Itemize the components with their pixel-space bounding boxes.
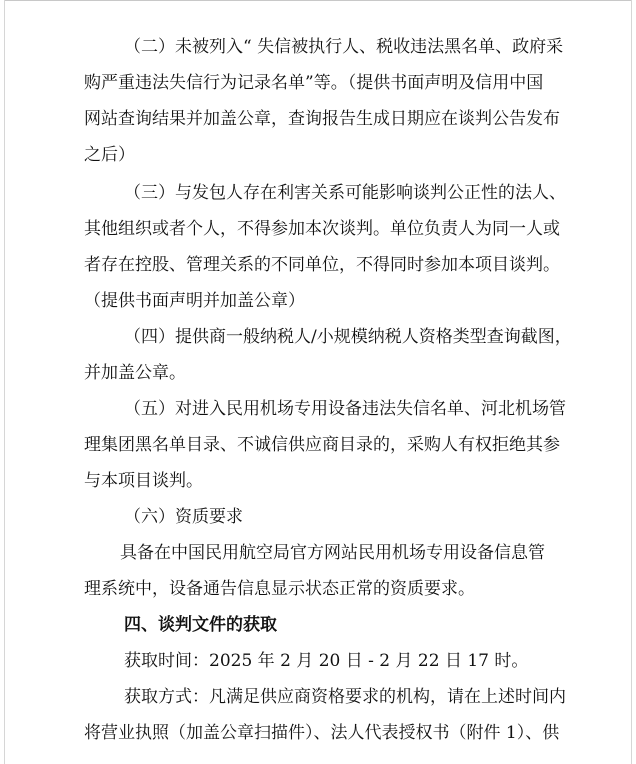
paragraph-line: （二）未被列入“ 失信被执行人、税收违法黑名单、政府采 bbox=[124, 37, 564, 57]
paragraph-line: （五）对进入民用机场专用设备违法失信名单、河北机场管 bbox=[124, 399, 566, 419]
paragraph-line: 将营业执照（加盖公章扫描件）、法人代表授权书（附件 1）、供 bbox=[84, 723, 560, 743]
paragraph-line: 具备在中国民用航空局官方网站民用机场专用设备信息管 bbox=[120, 543, 545, 563]
paragraph-line: 购严重违法失信行为记录名单”等。（提供书面声明及信用中国 bbox=[84, 73, 544, 93]
page-right-edge bbox=[631, 0, 632, 764]
paragraph-line: （三）与发包人存在利害关系可能影响谈判公正性的法人、 bbox=[124, 183, 566, 203]
page-left-edge bbox=[4, 0, 5, 764]
paragraph-line: 获取方式：凡满足供应商资格要求的机构，请在上述时间内 bbox=[124, 687, 566, 707]
paragraph-line: 获取时间：2025 年 2 月 20 日 - 2 月 22 日 17 时。 bbox=[124, 651, 529, 671]
paragraph-line: 并加盖公章。 bbox=[84, 363, 186, 383]
paragraph-line: （六）资质要求 bbox=[124, 507, 243, 527]
paragraph-line: 网站查询结果并加盖公章，查询报告生成日期应在谈判公告发布 bbox=[84, 109, 560, 129]
paragraph-line: （四）提供商一般纳税人/小规模纳税人资格类型查询截图， bbox=[124, 327, 572, 347]
paragraph-line: （提供书面声明并加盖公章） bbox=[84, 291, 305, 311]
paragraph-line: 与本项目谈判。 bbox=[84, 471, 203, 491]
paragraph-line: 者存在控股、管理关系的不同单位，不得同时参加本项目谈判。 bbox=[84, 255, 560, 275]
page-top-edge bbox=[4, 0, 632, 1]
section-heading: 四、谈判文件的获取 bbox=[124, 615, 277, 635]
paragraph-line: 理系统中，设备通告信息显示状态正常的资质要求。 bbox=[84, 579, 475, 599]
paragraph-line: 其他组织或者个人，不得参加本次谈判。单位负责人为同一人或 bbox=[84, 219, 560, 239]
paragraph-line: 理集团黑名单目录、不诚信供应商目录的，采购人有权拒绝其参 bbox=[84, 435, 560, 455]
paragraph-line: 之后） bbox=[84, 145, 135, 165]
